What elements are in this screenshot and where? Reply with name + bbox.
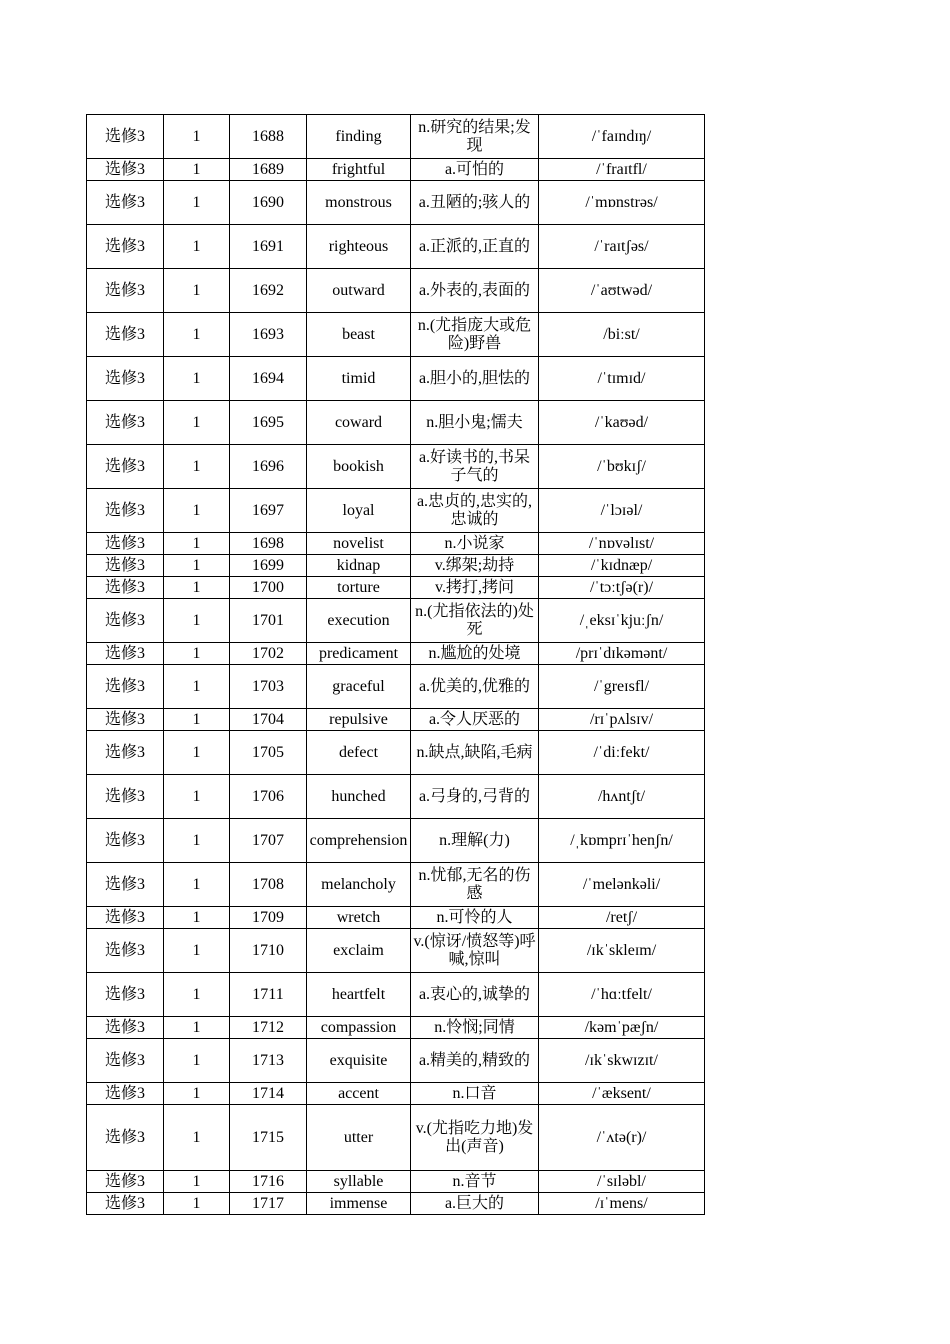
table-row [87,907,705,929]
number-cell: 1696 [230,445,307,489]
number-cell: 1711 [230,973,307,1017]
word-cell: kidnap [307,555,411,577]
word-cell: monstrous [307,181,411,225]
word-cell: beast [307,313,411,357]
word-cell: wretch [307,907,411,929]
word-cell: heartfelt [307,973,411,1017]
book-cell: 选修3 [87,599,164,643]
phonetic-cell: /ˈraɪtʃəs/ [539,225,705,269]
meaning-cell: a.忠贞的,忠实的,忠诚的 [411,489,539,533]
book-cell: 选修3 [87,115,164,159]
word-cell: bookish [307,445,411,489]
meaning-cell: n.口音 [411,1083,539,1105]
phonetic-cell: /ˈlɔɪəl/ [539,489,705,533]
unit-cell: 1 [164,973,230,1017]
meaning-cell: a.好读书的,书呆子气的 [411,445,539,489]
phonetic-cell: /rɪˈpʌlsɪv/ [539,709,705,731]
number-cell: 1688 [230,115,307,159]
unit-cell: 1 [164,1017,230,1039]
unit-cell: 1 [164,555,230,577]
number-cell: 1707 [230,819,307,863]
meaning-cell: n.忧郁,无名的伤感 [411,863,539,907]
book-cell: 选修3 [87,533,164,555]
unit-cell: 1 [164,159,230,181]
unit-cell: 1 [164,1083,230,1105]
book-cell: 选修3 [87,731,164,775]
word-cell: hunched [307,775,411,819]
table-row [87,313,705,357]
meaning-cell: v.(尤指吃力地)发出(声音) [411,1105,539,1171]
meaning-cell: a.衷心的,诚挚的 [411,973,539,1017]
table-row [87,577,705,599]
unit-cell: 1 [164,863,230,907]
number-cell: 1689 [230,159,307,181]
phonetic-cell: /ɪkˈskleɪm/ [539,929,705,973]
word-cell: righteous [307,225,411,269]
unit-cell: 1 [164,401,230,445]
phonetic-cell: /biːst/ [539,313,705,357]
book-cell: 选修3 [87,1105,164,1171]
word-cell: outward [307,269,411,313]
word-cell: predicament [307,643,411,665]
word-cell: repulsive [307,709,411,731]
meaning-cell: a.可怕的 [411,159,539,181]
phonetic-cell: /ˌkɒmprɪˈhenʃn/ [539,819,705,863]
phonetic-cell: /ˈdiːfekt/ [539,731,705,775]
table-row [87,489,705,533]
table-row [87,599,705,643]
unit-cell: 1 [164,731,230,775]
meaning-cell: a.外表的,表面的 [411,269,539,313]
book-cell: 选修3 [87,577,164,599]
meaning-cell: a.弓身的,弓背的 [411,775,539,819]
phonetic-cell: /ˈfaɪndɪŋ/ [539,115,705,159]
unit-cell: 1 [164,1193,230,1215]
book-cell: 选修3 [87,401,164,445]
book-cell: 选修3 [87,489,164,533]
unit-cell: 1 [164,357,230,401]
unit-cell: 1 [164,709,230,731]
unit-cell: 1 [164,445,230,489]
number-cell: 1704 [230,709,307,731]
table-row [87,181,705,225]
phonetic-cell: /ˈʌtə(r)/ [539,1105,705,1171]
table-row [87,1105,705,1171]
phonetic-cell: /ˈnɒvəlɪst/ [539,533,705,555]
number-cell: 1708 [230,863,307,907]
word-cell: finding [307,115,411,159]
unit-cell: 1 [164,599,230,643]
table-row [87,775,705,819]
unit-cell: 1 [164,1105,230,1171]
table-row [87,1171,705,1193]
number-cell: 1716 [230,1171,307,1193]
word-cell: utter [307,1105,411,1171]
meaning-cell: v.(惊讶/愤怒等)呼喊,惊叫 [411,929,539,973]
number-cell: 1709 [230,907,307,929]
unit-cell: 1 [164,181,230,225]
meaning-cell: a.胆小的,胆怯的 [411,357,539,401]
book-cell: 选修3 [87,313,164,357]
number-cell: 1705 [230,731,307,775]
number-cell: 1702 [230,643,307,665]
word-cell: defect [307,731,411,775]
meaning-cell: v.绑架;劫持 [411,555,539,577]
table-row [87,445,705,489]
meaning-cell: v.拷打,拷问 [411,577,539,599]
meaning-cell: n.音节 [411,1171,539,1193]
book-cell: 选修3 [87,181,164,225]
table-row [87,159,705,181]
table-row [87,269,705,313]
book-cell: 选修3 [87,819,164,863]
unit-cell: 1 [164,313,230,357]
word-cell: torture [307,577,411,599]
table-row [87,357,705,401]
phonetic-cell: /ˈsɪləbl/ [539,1171,705,1193]
book-cell: 选修3 [87,907,164,929]
table-row [87,1017,705,1039]
number-cell: 1699 [230,555,307,577]
unit-cell: 1 [164,1039,230,1083]
unit-cell: 1 [164,269,230,313]
phonetic-cell: /hʌntʃt/ [539,775,705,819]
table-row [87,819,705,863]
table-row [87,1039,705,1083]
unit-cell: 1 [164,489,230,533]
vocabulary-table-body [87,115,705,1215]
table-row [87,1083,705,1105]
phonetic-cell: /ˈkɪdnæp/ [539,555,705,577]
book-cell: 选修3 [87,1193,164,1215]
word-cell: accent [307,1083,411,1105]
number-cell: 1712 [230,1017,307,1039]
meaning-cell: n.怜悯;同情 [411,1017,539,1039]
number-cell: 1710 [230,929,307,973]
meaning-cell: n.研究的结果;发现 [411,115,539,159]
book-cell: 选修3 [87,225,164,269]
meaning-cell: n.理解(力) [411,819,539,863]
phonetic-cell: /retʃ/ [539,907,705,929]
book-cell: 选修3 [87,775,164,819]
book-cell: 选修3 [87,445,164,489]
word-cell: compassion [307,1017,411,1039]
word-cell: exquisite [307,1039,411,1083]
table-row [87,709,705,731]
unit-cell: 1 [164,1171,230,1193]
meaning-cell: a.精美的,精致的 [411,1039,539,1083]
word-cell: graceful [307,665,411,709]
phonetic-cell: /ˈtɔːtʃə(r)/ [539,577,705,599]
meaning-cell: n.尴尬的处境 [411,643,539,665]
unit-cell: 1 [164,225,230,269]
phonetic-cell: /ˈmelənkəli/ [539,863,705,907]
phonetic-cell: /prɪˈdɪkəmənt/ [539,643,705,665]
number-cell: 1713 [230,1039,307,1083]
word-cell: loyal [307,489,411,533]
number-cell: 1698 [230,533,307,555]
book-cell: 选修3 [87,973,164,1017]
word-cell: execution [307,599,411,643]
phonetic-cell: /kəmˈpæʃn/ [539,1017,705,1039]
table-row [87,643,705,665]
meaning-cell: a.丑陋的;骇人的 [411,181,539,225]
unit-cell: 1 [164,907,230,929]
word-cell: frightful [307,159,411,181]
book-cell: 选修3 [87,1083,164,1105]
book-cell: 选修3 [87,555,164,577]
book-cell: 选修3 [87,709,164,731]
book-cell: 选修3 [87,1039,164,1083]
book-cell: 选修3 [87,643,164,665]
word-cell: exclaim [307,929,411,973]
table-row [87,533,705,555]
book-cell: 选修3 [87,929,164,973]
book-cell: 选修3 [87,159,164,181]
phonetic-cell: /ˌeksɪˈkjuːʃn/ [539,599,705,643]
number-cell: 1706 [230,775,307,819]
number-cell: 1690 [230,181,307,225]
number-cell: 1697 [230,489,307,533]
table-row [87,731,705,775]
unit-cell: 1 [164,775,230,819]
word-cell: syllable [307,1171,411,1193]
word-cell: coward [307,401,411,445]
word-cell: melancholy [307,863,411,907]
phonetic-cell: /ˈkaʊəd/ [539,401,705,445]
number-cell: 1714 [230,1083,307,1105]
number-cell: 1694 [230,357,307,401]
phonetic-cell: /ˈbʊkɪʃ/ [539,445,705,489]
table-row [87,973,705,1017]
book-cell: 选修3 [87,665,164,709]
number-cell: 1692 [230,269,307,313]
number-cell: 1715 [230,1105,307,1171]
meaning-cell: a.令人厌恶的 [411,709,539,731]
number-cell: 1703 [230,665,307,709]
unit-cell: 1 [164,115,230,159]
table-row [87,929,705,973]
unit-cell: 1 [164,533,230,555]
phonetic-cell: /ˈfraɪtfl/ [539,159,705,181]
meaning-cell: n.可怜的人 [411,907,539,929]
phonetic-cell: /ˈhɑːtfelt/ [539,973,705,1017]
unit-cell: 1 [164,665,230,709]
book-cell: 选修3 [87,269,164,313]
word-cell: immense [307,1193,411,1215]
phonetic-cell: /ˈtɪmɪd/ [539,357,705,401]
phonetic-cell: /ˈæksent/ [539,1083,705,1105]
table-row [87,225,705,269]
meaning-cell: n.小说家 [411,533,539,555]
vocabulary-table [86,114,705,1215]
book-cell: 选修3 [87,1171,164,1193]
table-row [87,1193,705,1215]
number-cell: 1717 [230,1193,307,1215]
word-cell: timid [307,357,411,401]
unit-cell: 1 [164,643,230,665]
table-row [87,401,705,445]
number-cell: 1701 [230,599,307,643]
book-cell: 选修3 [87,863,164,907]
phonetic-cell: /ɪˈmens/ [539,1193,705,1215]
meaning-cell: n.胆小鬼;懦夫 [411,401,539,445]
book-cell: 选修3 [87,357,164,401]
meaning-cell: n.缺点,缺陷,毛病 [411,731,539,775]
unit-cell: 1 [164,577,230,599]
meaning-cell: a.优美的,优雅的 [411,665,539,709]
number-cell: 1691 [230,225,307,269]
word-cell: comprehension [307,819,411,863]
phonetic-cell: /ˈmɒnstrəs/ [539,181,705,225]
meaning-cell: n.(尤指依法的)处死 [411,599,539,643]
phonetic-cell: /ɪkˈskwɪzɪt/ [539,1039,705,1083]
table-row [87,863,705,907]
table-row [87,665,705,709]
table-row [87,555,705,577]
phonetic-cell: /ˈaʊtwəd/ [539,269,705,313]
word-cell: novelist [307,533,411,555]
phonetic-cell: /ˈgreɪsfl/ [539,665,705,709]
unit-cell: 1 [164,819,230,863]
number-cell: 1693 [230,313,307,357]
meaning-cell: a.正派的,正直的 [411,225,539,269]
unit-cell: 1 [164,929,230,973]
meaning-cell: a.巨大的 [411,1193,539,1215]
number-cell: 1700 [230,577,307,599]
table-row [87,115,705,159]
meaning-cell: n.(尤指庞大或危险)野兽 [411,313,539,357]
book-cell: 选修3 [87,1017,164,1039]
number-cell: 1695 [230,401,307,445]
